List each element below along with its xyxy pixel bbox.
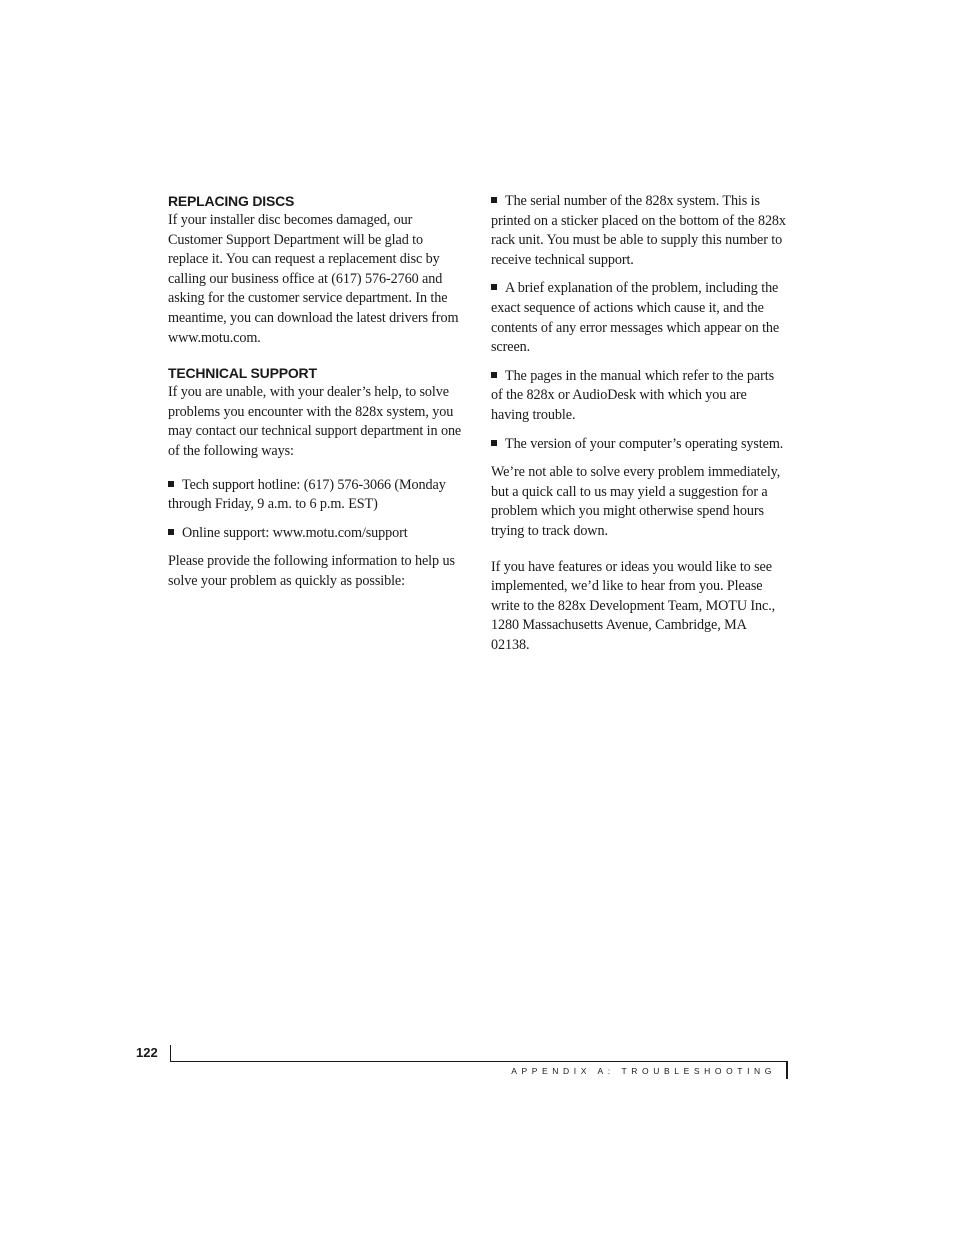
- manual-pages-text: The pages in the manual which refer to the parts of the 828x or AudioDesk with which you are having trouble.: [491, 367, 774, 423]
- hotline-text: Tech support hotline: (617) 576-3066 (Monday through Friday, 9 a.m. to 6 p.m. EST): [168, 476, 446, 513]
- replacing-discs-heading: REPLACING DISCS: [168, 193, 295, 209]
- bullet-square-icon: [168, 529, 174, 535]
- problem-explanation-text: A brief explanation of the problem, including the exact sequence of actions which cause it, and the contents of any error messages which appear on the screen.: [491, 280, 780, 356]
- page-number: 122: [136, 1045, 158, 1060]
- solve-problems-paragraph: We’re not able to solve every problem immediately, but a quick call to us may yield a suggestion for a problem which you might otherwise spend hours trying to track down.: [491, 464, 781, 539]
- list-item: [168, 476, 464, 515]
- list-item: [491, 367, 787, 426]
- technical-support-body: If you are unable, with your dealer’s help, to solve problems you encounter with the 828x system, you may contact our technical support department in one of the following ways:: [168, 384, 462, 459]
- footer-rule-left: [170, 1045, 171, 1061]
- serial-number-text: The serial number of the 828x system. This is printed on a sticker placed on the bottom of the 828x rack unit. You must be able to supply this number to receive technical support.: [491, 193, 786, 268]
- technical-support-closing: Please provide the following information to help us solve your problem as quickly as possible:: [168, 553, 455, 589]
- footer-rule-right: [786, 1061, 788, 1079]
- list-item: [491, 192, 787, 270]
- list-item: [491, 435, 787, 455]
- list-item: [168, 524, 464, 544]
- bullet-square-icon: [168, 481, 174, 487]
- bullet-square-icon: [491, 197, 497, 203]
- online-support-text: Online support: www.motu.com/support: [182, 524, 408, 541]
- technical-support-heading: TECHNICAL SUPPORT: [168, 365, 317, 382]
- list-item: [491, 279, 787, 357]
- bullet-square-icon: [491, 372, 497, 378]
- bullet-square-icon: [491, 440, 497, 446]
- right-column: [491, 192, 787, 655]
- os-version-text: The version of your computer’s operating system.: [505, 435, 784, 452]
- footer-rule: [170, 1061, 787, 1062]
- feature-ideas-paragraph: If you have features or ideas you would like to see implemented, we’d like to hear from you. Please write to the 828x Development Team, MOTU Inc., 1280 Massachusetts Avenue, Cambridge, MA 02138.: [491, 558, 776, 653]
- bullet-square-icon: [491, 284, 497, 290]
- chapter-title: APPENDIX A: TROUBLESHOOTING: [511, 1066, 776, 1076]
- replacing-discs-body: If your installer disc becomes damaged, our Customer Support Department will be glad to replace it. You can request a replacement disc by calling our business office at (617) 576-2760 and asking for the customer service department. In the meantime, you can download the latest drivers from www.motu.com.: [168, 212, 459, 346]
- left-column: [168, 192, 464, 592]
